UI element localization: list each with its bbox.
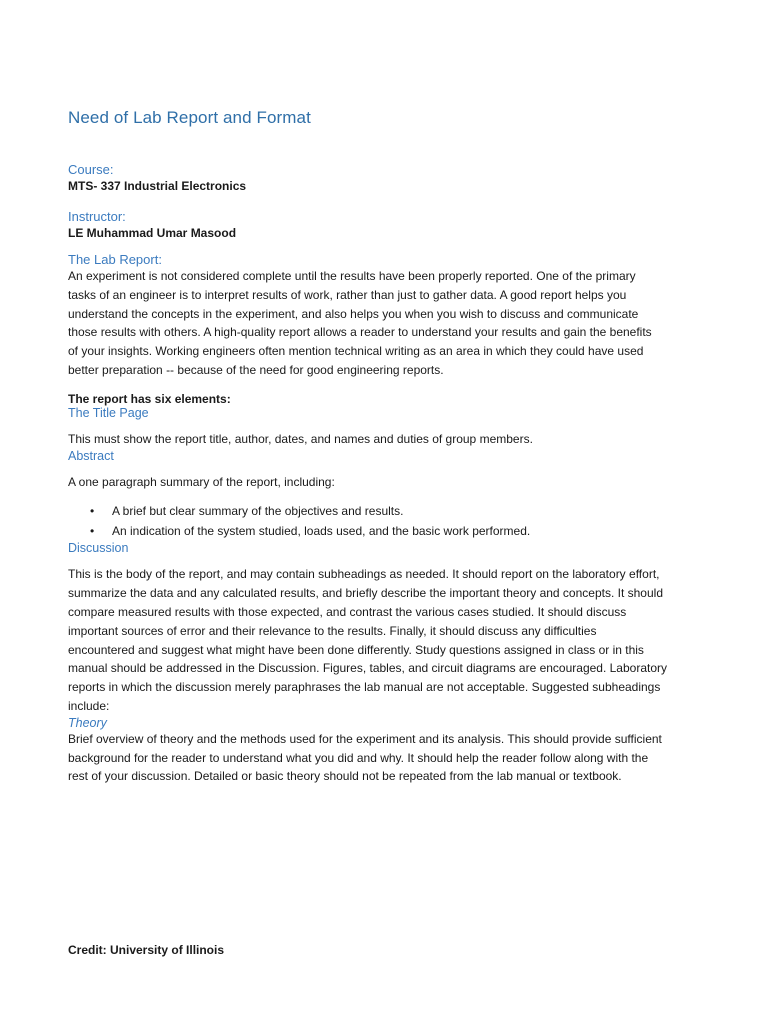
lab-report-section xyxy=(68,252,708,380)
list-item-text: A brief but clear summary of the objectives and results. xyxy=(112,504,404,519)
lab-report-heading: The Lab Report: xyxy=(68,252,162,267)
paragraph-line: tasks of an engineer is to interpret results of work, rather than just to gather data. A good report helps you xyxy=(68,287,627,302)
course-section xyxy=(68,162,708,193)
instructor-label: Instructor: xyxy=(68,209,126,224)
course-value: MTS- 337 Industrial Electronics xyxy=(68,179,247,193)
bullet-icon: • xyxy=(90,504,95,519)
paragraph-line: understand the concepts in the experiment, and also helps you when you wish to discuss and communicate xyxy=(68,306,639,321)
credit-line: Credit: University of Illinois xyxy=(68,943,225,957)
discussion-heading: Discussion xyxy=(68,541,129,556)
paragraph-line: background for the reader to understand what you did and why. It should help the reader follow along with the xyxy=(68,750,649,765)
paragraph-line: This is the body of the report, and may contain subheadings as needed. It should report on the laboratory effort, xyxy=(68,567,660,582)
list-item xyxy=(90,521,708,541)
abstract-heading: Abstract xyxy=(68,448,114,463)
paragraph-line: of your insights. Working engineers often mention technical writing as an area in which they could have used xyxy=(68,344,644,359)
six-elements-line: The report has six elements: xyxy=(68,391,231,406)
instructor-value: LE Muhammad Umar Masood xyxy=(68,226,237,240)
discussion-paragraph xyxy=(68,565,708,715)
paragraph-line: important sources of error and their relevance to the results. Finally, it should discuss any difficulties xyxy=(68,623,597,638)
title-page-heading: The Title Page xyxy=(68,405,149,420)
theory-heading: Theory xyxy=(68,715,107,730)
paragraph-line: manual should be addressed in the Discussion. Figures, tables, and circuit diagrams are encouraged. Laboratory xyxy=(68,661,668,676)
list-item-text: An indication of the system studied, loads used, and the basic work performed. xyxy=(112,524,531,539)
bullet-icon: • xyxy=(90,524,95,539)
paragraph-line: those results with others. A high-quality report allows a reader to understand your results and gain the benefits xyxy=(68,325,652,340)
paragraph-line: compare measured results with those expected, and contrast the various cases studied. It should discuss xyxy=(68,604,627,619)
list-item xyxy=(90,501,708,521)
paragraph-line: better preparation -- because of the need for good engineering reports. xyxy=(68,362,444,377)
abstract-text: A one paragraph summary of the report, including: xyxy=(68,474,335,489)
paragraph-line: Brief overview of theory and the methods used for the experiment and its analysis. This should provide sufficient xyxy=(68,731,662,746)
course-label: Course: xyxy=(68,162,114,177)
paragraph-line: encountered and suggest what might have been done differently. Study questions assigned in class or in this xyxy=(68,642,644,657)
paragraph-line: summarize the data and any calculated results, and briefly describe the important theory and concepts. It should xyxy=(68,586,663,601)
abstract-bullet-list xyxy=(68,501,708,541)
instructor-section xyxy=(68,209,708,240)
title-page-text: This must show the report title, author, dates, and names and duties of group members. xyxy=(68,431,533,446)
paragraph-line: An experiment is not considered complete until the results have been properly reported. One of the primary xyxy=(68,269,636,283)
lab-report-paragraph xyxy=(68,267,708,380)
theory-paragraph xyxy=(68,730,708,786)
document-title: Need of Lab Report and Format xyxy=(68,108,311,127)
paragraph-line: reports in which the discussion merely paraphrases the lab manual are not acceptable. Suggested subheadings xyxy=(68,680,661,695)
paragraph-line: include: xyxy=(68,698,110,713)
paragraph-line: rest of your discussion. Detailed or basic theory should not be repeated from the lab manual or textbook. xyxy=(68,769,622,784)
